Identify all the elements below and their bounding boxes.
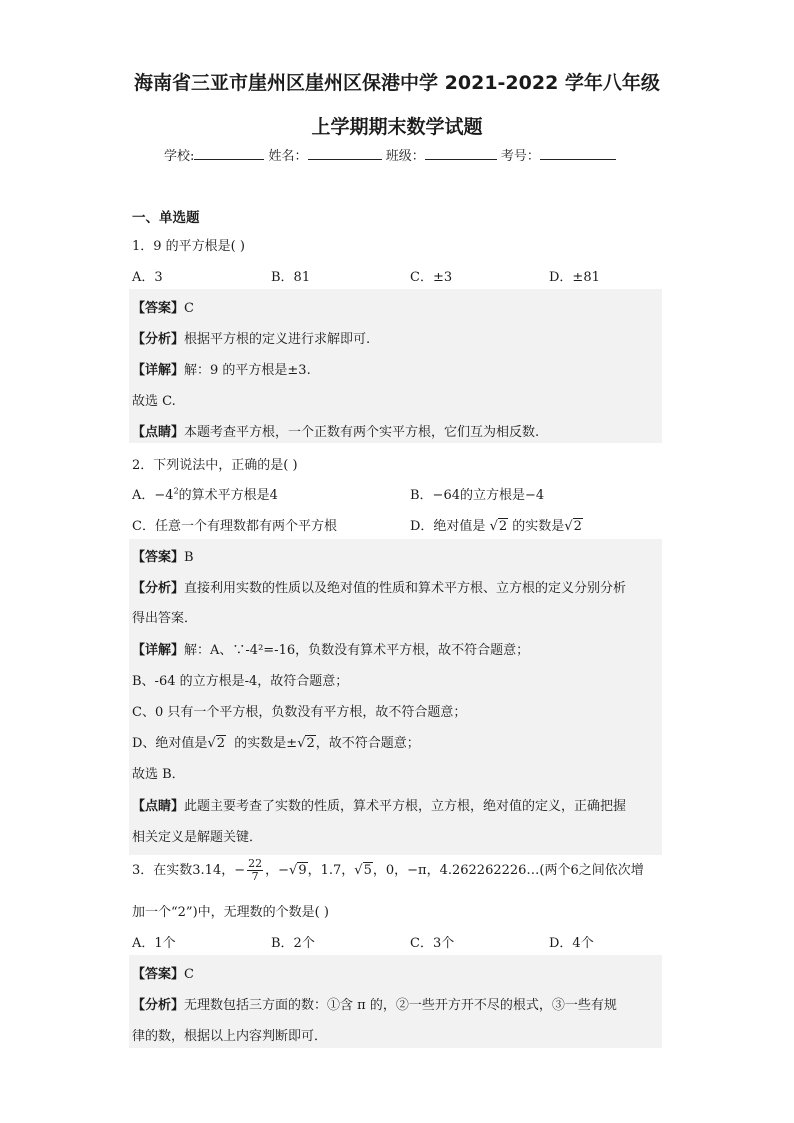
q3-stem-mid: ，1.7， — [307, 863, 355, 878]
q2-detail-d-mid: 的实数是± — [234, 736, 298, 751]
q1-detail-row — [132, 359, 311, 378]
q1-choose: 故选 C. — [132, 394, 176, 409]
q1-option-d: D．±81 — [549, 270, 600, 285]
q2-detail-d-prefix: D、绝对值是 — [132, 736, 208, 751]
q3-answer-block — [129, 955, 662, 1048]
q2-detail-d-radicand: 2 — [216, 736, 226, 751]
q3-neg-sign: ，− — [265, 863, 290, 878]
q3-answer: C — [184, 967, 194, 982]
class-blank — [425, 147, 497, 160]
q1-detail: 解：9 的平方根是±3. — [184, 363, 311, 378]
q1-analysis-row — [132, 328, 370, 347]
q2-answer-block — [129, 539, 662, 855]
sqrt-symbol: √2 — [564, 519, 582, 534]
fraction-denominator: 7 — [251, 870, 259, 883]
q2-answer: B — [184, 550, 194, 565]
q2-detail-d-suffix: ，故不符合题意； — [315, 736, 420, 751]
q2-option-d-radicand: 2 — [498, 519, 508, 534]
q3-option-c: C．3个 — [410, 936, 455, 951]
q2-option-d-mid: 的实数是 — [512, 519, 565, 534]
q3-sqrt-5: 5 — [363, 863, 372, 878]
q1-answer-row — [132, 297, 194, 316]
q2-detail-d — [132, 732, 420, 751]
student-info-row — [164, 145, 616, 164]
q2-detail-b: B、-64 的立方根是-4，故符合题意； — [132, 674, 349, 689]
answer-tag: 【答案】 — [132, 550, 185, 565]
q2-stem: 2．下列说法中，正确的是( ) — [132, 458, 298, 473]
sqrt-symbol: √2 — [489, 519, 508, 534]
section-title: 一、单选题 — [132, 210, 200, 226]
q3-analysis-line2: 律的数，根据以上内容判断即可． — [132, 1029, 328, 1044]
q2-option-a — [132, 484, 278, 503]
sqrt-symbol: √5 — [354, 863, 372, 878]
sqrt-symbol: √9 — [289, 863, 307, 878]
answer-tag: 【答案】 — [132, 967, 185, 982]
number-blank — [540, 147, 616, 160]
q3-analysis-row — [132, 994, 617, 1013]
q2-detail-row — [132, 639, 529, 658]
q1-answer: C — [184, 301, 194, 316]
class-label: 班级： — [385, 149, 425, 164]
q1-option-a: A．3 — [132, 270, 163, 285]
comment-tag: 【点睛】 — [132, 799, 185, 814]
q3-analysis-line1: 无理数包括三方面的数：①含 π 的，②一些开方开不尽的根式，③一些有规 — [184, 998, 617, 1013]
q2-detail-a: 解：A、∵-4²=-16，负数没有算术平方根，故不符合题意； — [184, 643, 530, 658]
q2-comment-row — [132, 795, 626, 814]
q3-option-b: B．2个 — [271, 936, 315, 951]
q3-option-d: D．4个 — [549, 936, 594, 951]
q2-comment-line1: 此题主要考查了实数的性质，算术平方根，立方根，绝对值的定义，正确把握 — [184, 799, 627, 814]
q2-detail-d-radicand2: 2 — [306, 736, 315, 751]
q2-option-d — [410, 515, 583, 534]
q2-option-b: B．−64的立方根是−4 — [410, 488, 545, 503]
q1-comment-row — [132, 421, 539, 440]
school-label: 学校: — [164, 149, 195, 164]
q1-option-b: B．81 — [271, 270, 311, 285]
exam-title-line1: 海南省三亚市崖州区崖州区保港中学 2021-2022 学年八年级 — [134, 72, 660, 94]
school-blank — [194, 147, 264, 160]
analysis-tag: 【分析】 — [132, 998, 185, 1013]
q2-option-c: C．任意一个有理数都有两个平方根 — [132, 519, 337, 534]
q2-analysis-line1: 直接利用实数的性质以及绝对值的性质和算术平方根、立方根的定义分别分析 — [184, 581, 627, 596]
q2-option-d-radicand2: 2 — [573, 519, 582, 534]
sqrt-symbol: √2 — [207, 736, 226, 751]
fraction-numerator: 22 — [248, 857, 263, 870]
q3-stem-line2: 加一个“2”)中，无理数的个数是( ) — [132, 905, 329, 920]
q1-comment: 本题考查平方根，一个正数有两个实平方根，它们互为相反数. — [184, 425, 540, 440]
q2-option-a-rest: 的算术平方根是4 — [178, 488, 278, 503]
q3-answer-row — [132, 963, 194, 982]
q2-comment-line2: 相关定义是解题关键． — [132, 830, 263, 845]
sqrt-symbol: √2 — [297, 736, 315, 751]
q1-option-c: C．±3 — [410, 270, 453, 285]
q3-stem-rest: ，0，−π，4.262262226…(两个6之间依次增 — [372, 863, 644, 878]
q3-sqrt-9: 9 — [298, 863, 307, 878]
name-label: 姓名： — [268, 149, 308, 164]
q2-choose: 故选 B． — [132, 767, 185, 782]
exam-title-line2: 上学期期末数学试题 — [311, 116, 483, 138]
name-blank — [308, 147, 382, 160]
analysis-tag: 【分析】 — [132, 332, 185, 347]
analysis-tag: 【分析】 — [132, 581, 185, 596]
q2-option-a-base: −4 — [154, 488, 174, 503]
q2-option-d-prefix: D．绝对值是 — [410, 519, 486, 534]
q3-stem-prefix: 3．在实数3.14， — [132, 863, 235, 878]
detail-tag: 【详解】 — [132, 363, 185, 378]
q1-answer-block — [129, 289, 662, 443]
q2-detail-c: C、0 只有一个平方根，负数没有平方根，故不符合题意； — [132, 705, 467, 720]
q2-analysis-row — [132, 577, 626, 596]
q2-option-a-exp: 2 — [173, 486, 179, 496]
q3-stem-line1 — [132, 858, 644, 883]
q2-analysis-line2: 得出答案． — [132, 611, 198, 626]
q3-option-a: A．1个 — [132, 936, 176, 951]
q1-stem: 1．9 的平方根是( ) — [132, 239, 245, 254]
answer-tag: 【答案】 — [132, 301, 185, 316]
q3-frac-sign: − — [234, 863, 246, 878]
comment-tag: 【点睛】 — [132, 425, 185, 440]
fraction — [247, 858, 263, 883]
q1-analysis: 根据平方根的定义进行求解即可. — [184, 332, 371, 347]
detail-tag: 【详解】 — [132, 643, 185, 658]
q2-answer-row — [132, 546, 194, 565]
number-label: 考号： — [500, 149, 540, 164]
q2-option-a-prefix: A． — [132, 488, 155, 503]
